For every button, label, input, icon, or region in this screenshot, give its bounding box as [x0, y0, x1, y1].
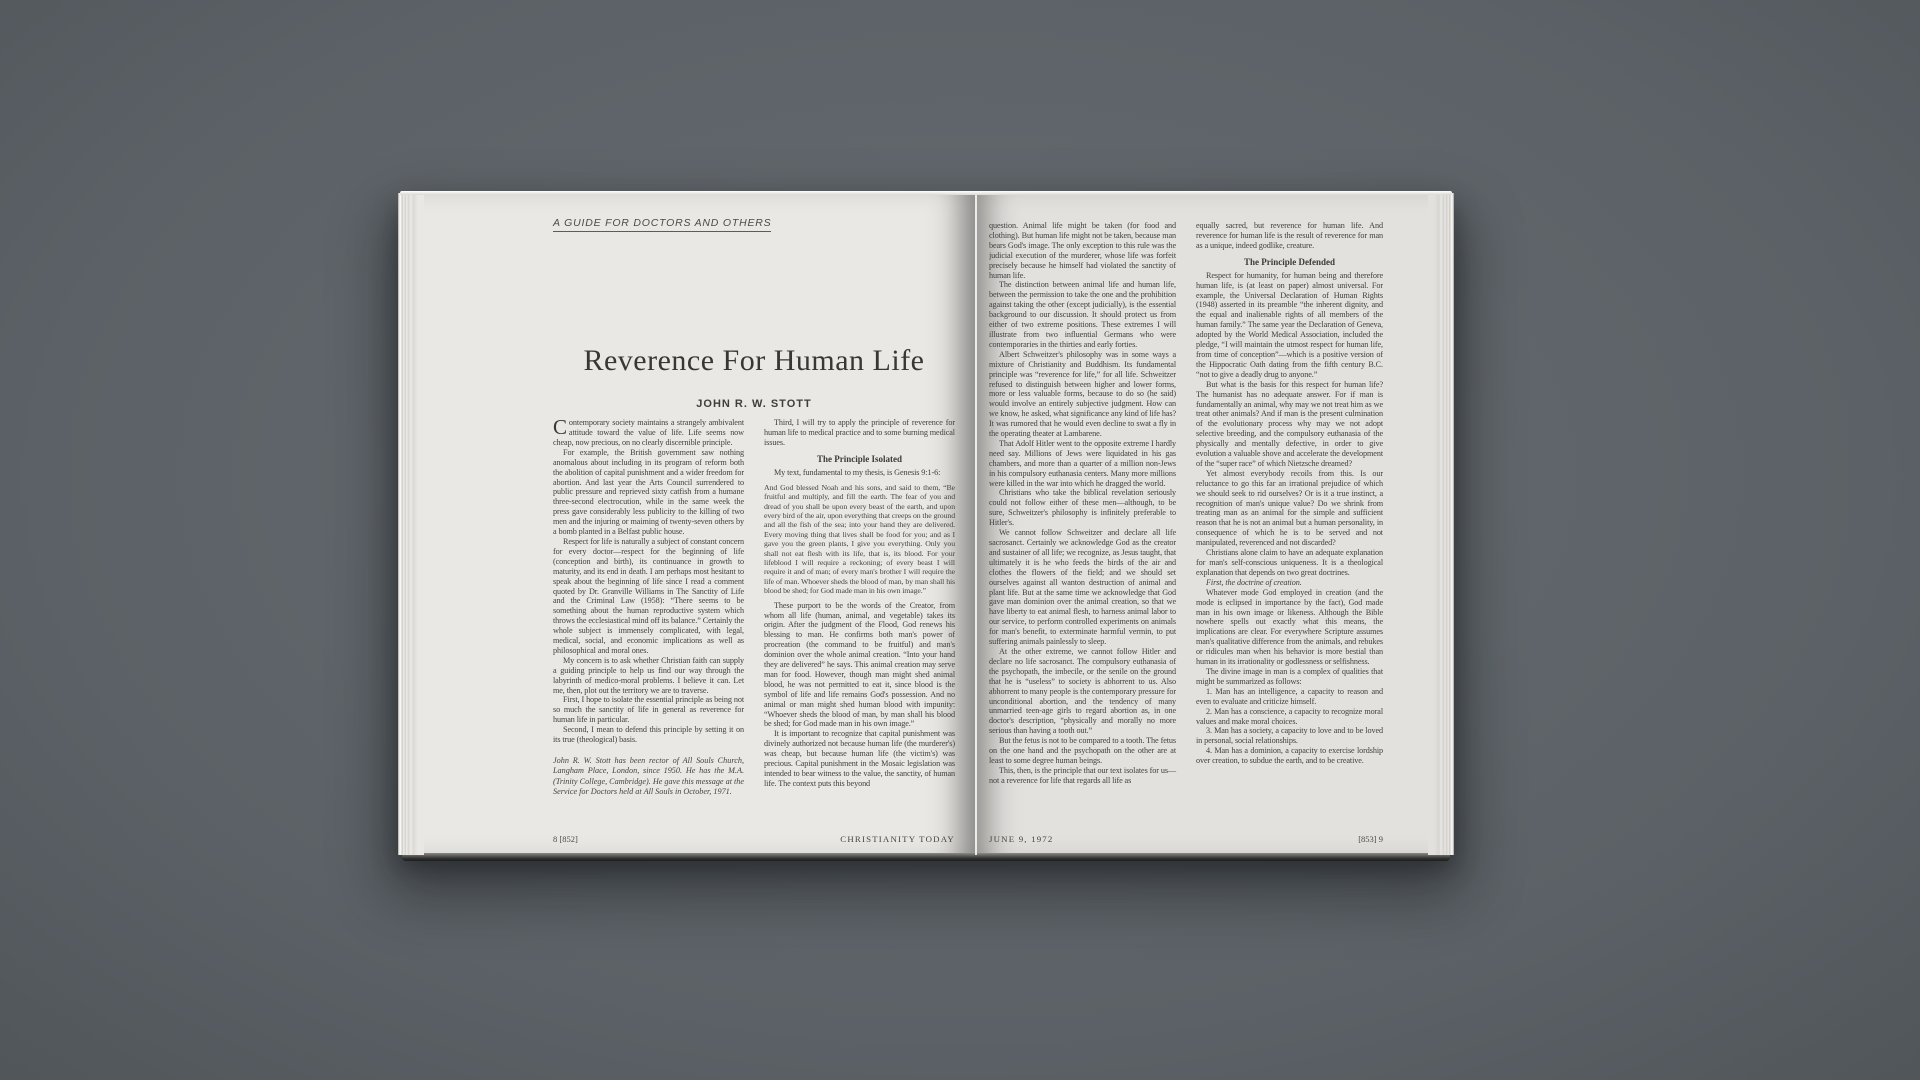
paragraph: The divine image in man is a complex of qualities that might be summarized as follows: [1196, 666, 1383, 686]
paragraph: 1. Man has an intelligence, a capacity to reason and even to evaluate and criticize himself. [1196, 686, 1383, 706]
right-column-1 [989, 221, 1176, 825]
paragraph: Respect for humanity, for human being and therefore human life, is (at least on paper) almost universal. For example, the Universal Declaration of Human Rights (1948) asserted in its preamble “the inherent dignity, and the equal and inalienable rights of all members of the human family.” The same year the Declaration of Geneva, adopted by the World Medical Association, included the pledge, “I will maintain the utmost respect for human life, from time of conception”—which is a positive version of the Hippocratic Oath dating from the fifth century B.C. “not to give a deadly drug to anyone.” [1196, 270, 1383, 379]
magazine-spread [398, 193, 1454, 855]
right-page-columns [989, 221, 1383, 825]
paragraph: 3. Man has a society, a capacity to love and to be loved in personal, social relationships. [1196, 726, 1383, 746]
paragraph: Albert Schweitzer's philosophy was in some ways a mixture of Christianity and Buddhism. Its fundamental principle was “reverence for life,” for all life. Schweitzer refused to distinguish between higher and lower forms, more or less valuable forms, because to do so (he said) would involve an entirely subjective judgment. How can we know, he asked, what significance any kind of life has? It was rumored that he would even decline to swat a fly in the operating theater at Lambarene. [989, 349, 1176, 439]
paragraph: This, then, is the principle that our text isolates for us—not a reverence for life that regards all life as [989, 765, 1176, 785]
paragraph: At the other extreme, we cannot follow Hitler and declare no life sacrosanct. The compulsory euthanasia of the psychopath, the imbecile, or the senile on the ground that he is “useless” to society is abhorrent to us. Also abhorrent to many people is the contemporary pressure for unconditional abortion, and the tendency of many unmarried teen-age girls to regard abortion as, in one doctor's description, “physically and morally no more serious than having a tooth out.” [989, 646, 1176, 736]
magazine-name: CHRISTIANITY TODAY [840, 834, 955, 844]
paragraph: Third, I will try to apply the principle of reverence for human life to medical practice and to some burning medical issues. [764, 418, 955, 447]
paragraph-group [764, 601, 955, 789]
paragraph: We cannot follow Schweitzer and declare all life sacrosanct. Certainly we acknowledge God as the creator and sustainer of all life; we recognize, as Jesus taught, that ultimately it is he who feeds the birds of the air and clothes the flowers of the field; and we should set ourselves against all wanton destruction of animal and plant life. But at the same time we acknowledge that God gave man dominion over the animal creation, so that we have liberty to eat animal flesh, to harness animal labor to our service, to perform controlled experiments on animals for man's benefit, to exterminate harmful vermin, to put suffering animals painlessly to sleep. [989, 528, 1176, 647]
right-folio: [853] 9 [1358, 834, 1383, 844]
section-heading-defended: The Principle Defended [1244, 256, 1335, 267]
paragraph: My text, fundamental to my thesis, is Genesis 9:1-6: [774, 467, 941, 477]
doctrine-line: First, the doctrine of creation. [1206, 577, 1302, 587]
paragraph: It is important to recognize that capital punishment was divinely authorized not because human life (the murderer's) was cheap, but because human life (the victim's) was precious. Capital punishment in the Mosaic legislation was intended to bear witness to the value, the sanctity, of human life. The context puts this beyond [764, 729, 955, 788]
opening-paragraph: Contemporary society maintains a strangely ambivalent attitude toward the value of life. Life seems now cheap, now precious, on no clearly discernible principle. [553, 418, 744, 447]
section-kicker: A GUIDE FOR DOCTORS AND OTHERS [553, 217, 771, 232]
paragraph: The distinction between animal life and human life, between the permission to take the one and the prohibition against taking the other (except judicially), is the essential background to our discussion. It should protect us from either of two extreme positions. These extremes I will illustrate from two influential Germans who were contemporaries in the thirties and early forties. [989, 280, 1176, 349]
paragraph: 2. Man has a conscience, a capacity to recognize moral values and make moral choices. [1196, 706, 1383, 726]
left-column-2 [764, 418, 955, 838]
paragraph: Respect for life is naturally a subject of constant concern for every doctor—respect for the beginning of life (conception and birth), its continuance in growth to maturity, and its end in death. I am perhaps most hesitant to speak about the beginning of life since I read a comment quoted by Dr. Granville Williams in The Sanctity of Life and the Criminal Law (1958): “There seems to be something about the human reproductive system which throws the ecclesiastical mind off its balance.” Certainly the whole subject is immensely complicated, with legal, medical, social, and economic implications as well as philosophical and moral ones. [553, 536, 744, 655]
left-page [398, 193, 975, 855]
author-note: John R. W. Stott has been rector of All Souls Church, Langham Place, London, since 1950. He has the M.A. (Trinity College, Cambridge). He gave this message at the Service for Doctors held at All Souls in October, 1971. [553, 756, 745, 797]
paragraph: Whatever mode God employed in creation (and the mode is eclipsed in importance by the fact), God made man in his own image or likeness. Although the Bible nowhere spells out exactly what this means, the implications are clear. For everywhere Scripture assumes man's qualitative difference from the animals, and rebukes or ridicules man when his behavior is more bestial than human in its irrationality or godlessness or selfishness. [1196, 587, 1383, 667]
paragraph: But the fetus is not to be compared to a tooth. The fetus on the one hand and the psychopath on the other are at least to some degree human beings. [989, 736, 1176, 765]
paragraph-group [1196, 271, 1383, 578]
left-page-footer [553, 834, 955, 844]
paragraph: 4. Man has a dominion, a capacity to exercise lordship over creation, to subdue the earth, and to be creative. [1196, 746, 1383, 766]
paragraph-group [989, 280, 1176, 785]
paragraph: Yet almost everybody recoils from this. Is our reluctance to go this far an irrational prejudice of which we should seek to rid ourselves? Or is it a true instinct, a recognition of man's unique value? Do we shrink from treating man as an animal for the simple and sufficient reason that he is not an animal but a human personality, in consequence of which he is to be served and not manipulated, reverenced and not discarded? [1196, 468, 1383, 548]
continuation-paragraph: equally sacred, but reverence for human life. And reverence for human life is the result of reverence for man as a unique, indeed godlike, creature. [1196, 221, 1383, 250]
paragraph: First, I hope to isolate the essential principle as being not so much the sanctity of life in general as reverence for human life in particular. [553, 695, 744, 725]
paragraph: But what is the basis for this respect for human life? The humanist has no adequate answer. For if man is fundamentally an animal, why may we not treat him as we treat other animals? And if man is the present culmination of the evolutionary process why may we not adopt selective breeding, and the compulsory euthanasia of the physically and mentally defective, in order to give evolution a valuable shove and accelerate the development of the “super race” of which Nietzsche dreamed? [1196, 379, 1383, 468]
right-column-2 [1196, 221, 1383, 825]
paragraph-group [553, 448, 744, 745]
left-page-columns [553, 418, 955, 838]
paragraph: That Adolf Hitler went to the opposite extreme I hardly need say. Millions of Jews were liquidated in his gas chambers, and more than a quarter of a million non-Jews in his compulsory euthanasia centers. Many more millions were killed in the war into which he dragged the world. [989, 438, 1176, 488]
kicker-row [553, 193, 955, 232]
paragraph: My concern is to ask whether Christian faith can supply a guiding principle to help us find our way through the labyrinth of medico-moral problems. I believe it can. Let me, then, plot out the territory we are to traverse. [553, 655, 744, 695]
byline: JOHN R. W. STOTT [696, 398, 812, 411]
paragraph-group [1196, 588, 1383, 766]
paragraph: Christians alone claim to have an adequate explanation for man's self-conscious uniqueness. It is a theological explanation that depends on two great doctrines. [1196, 548, 1383, 577]
scripture-quote: And God blessed Noah and his sons, and said to them, “Be fruitful and multiply, and fill the earth. The fear of you and dread of you shall be upon every beast of the earth, and upon every bird of the air, upon everything that creeps on the ground and all the fish of the sea; into your hand they are delivered. Every moving thing that lives shall be food for you; and as I gave you the green plants, I give you everything. Only you shall not eat flesh with its life, that is, its blood. For your lifeblood I will require a reckoning; of every beast I will require it and of man; of every man's brother I will require the life of man. Whoever sheds the blood of man, by man shall his blood be shed; for God made man in his own image.” [764, 482, 955, 596]
article-title: Reverence For Human Life [583, 344, 925, 377]
left-page-content [553, 193, 955, 855]
section-heading-isolated: The Principle Isolated [817, 453, 902, 464]
paragraph: Christians who take the biblical revelation seriously could not follow either of these men—although, to be sure, Schweitzer's philosophy is infinitely preferable to Hitler's. [989, 488, 1176, 528]
left-folio: 8 [852] [553, 834, 578, 844]
right-page [975, 193, 1454, 855]
paragraph: These purport to be the words of the Creator, from whom all life (human, animal, and vegetable) takes its origin. After the judgment of the Flood, God renews his blessing to man. He confirms both man's power of procreation (the command to be fruitful) and man's dominion over the whole animal creation. “Into your hand they are delivered” he says. This animal creation may serve man for food. However, though man might shed animal blood, he was not permitted to eat it, since blood is the symbol of life and life remains God's possession. And no animal or man might shed human blood with impunity: “Whoever sheds the blood of man, by man shall his blood be shed; for God made man in his own image.” [764, 600, 955, 729]
continuation-paragraph: question. Animal life might be taken (for food and clothing). But human life might not be taken, because man bears God's image. The only exception to this rule was the judicial execution of the murderer, whose life was forfeit precisely because he himself had violated the sanctity of human life. [989, 221, 1176, 280]
paragraph: For example, the British government saw nothing anomalous about including in its program of reform both the abolition of capital punishment and a wider freedom for abortion. And last year the Arts Council surrendered to public pressure and reprieved sixty catfish from a humane three-second electrocution, while in the same week the press gave considerably less publicity to the killing of two men and the injuring or maiming of twenty-seven others by a bomb planted in a Belfast public house. [553, 447, 744, 537]
right-page-content [989, 193, 1383, 855]
left-column-1 [553, 418, 744, 838]
paragraph: Second, I mean to defend this principle by setting it on its true (theological) basis. [553, 725, 744, 745]
issue-date: JUNE 9, 1972 [989, 834, 1054, 844]
right-page-footer [989, 834, 1383, 844]
